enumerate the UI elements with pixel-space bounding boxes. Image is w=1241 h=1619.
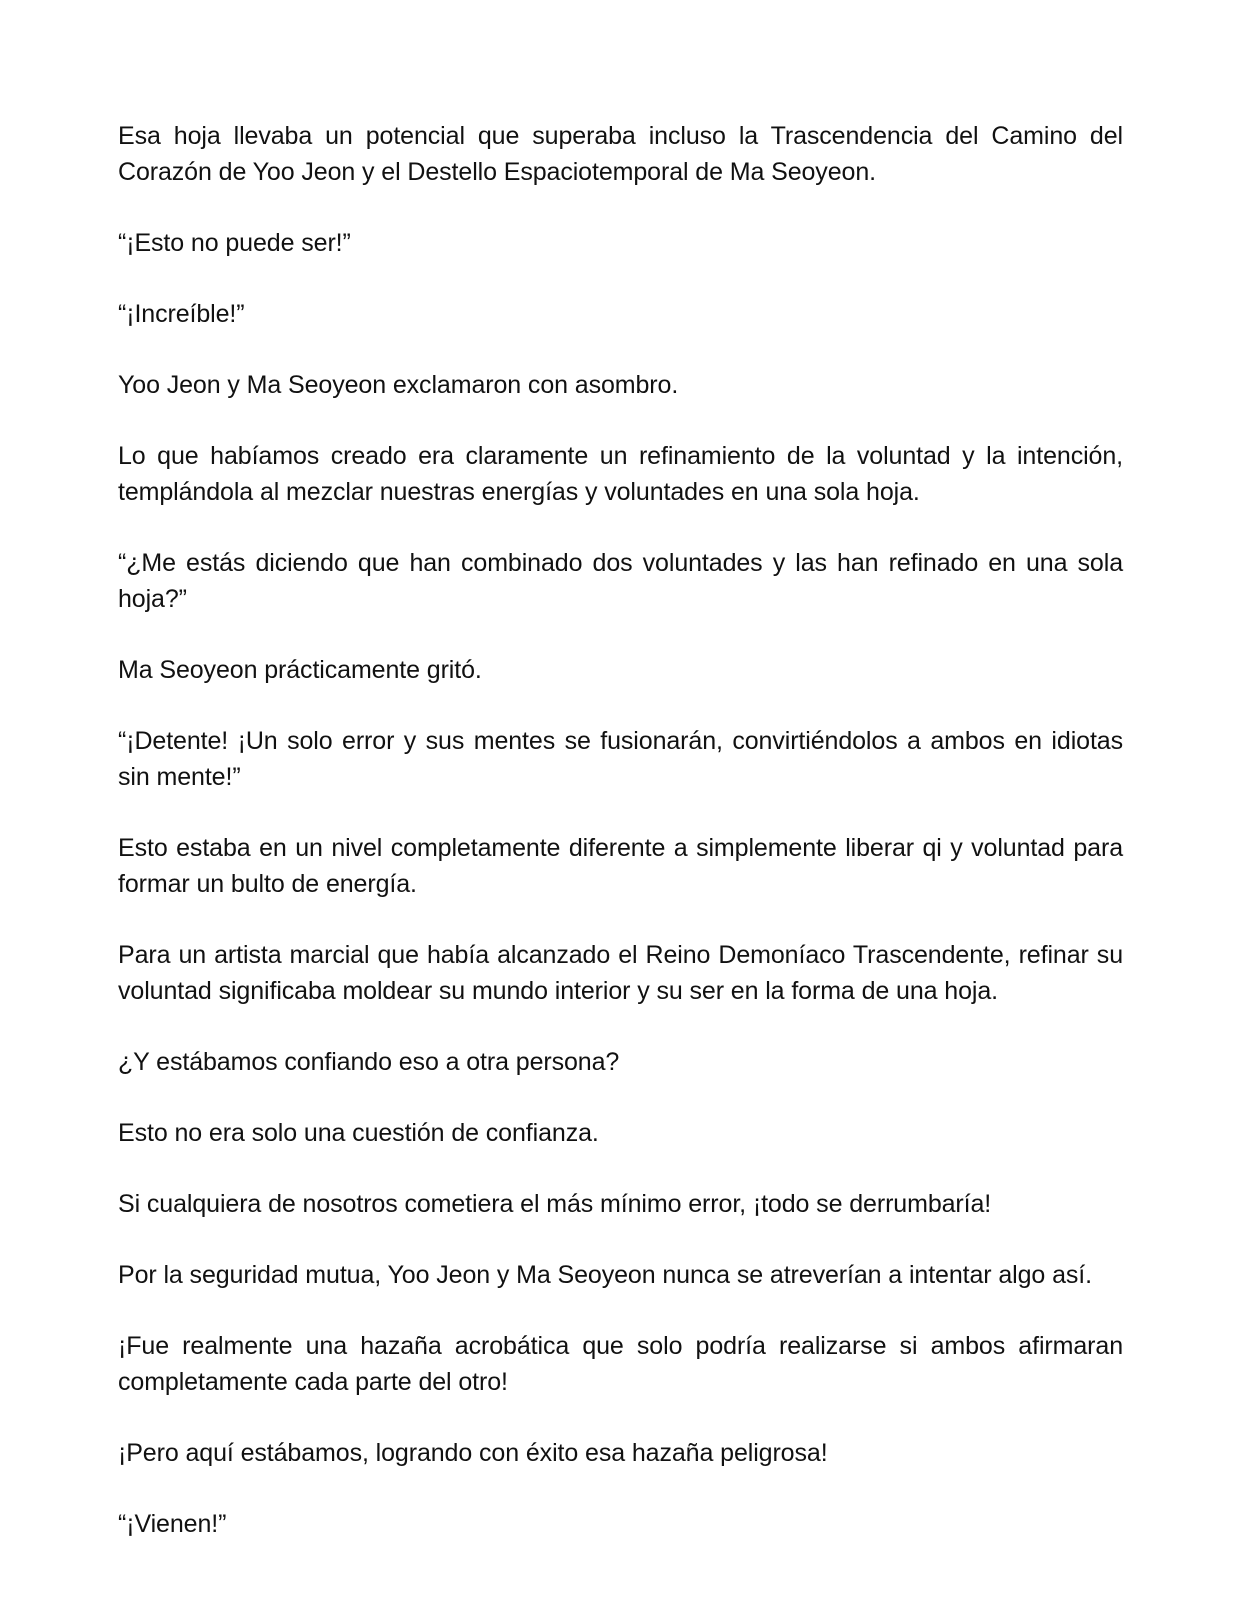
paragraph: Esa hoja llevaba un potencial que superaba incluso la Trascendencia del Camino del Corazón de Yoo Jeon y el Destello Espaciotemporal de Ma Seoyeon. (118, 122, 1123, 186)
paragraph: Lo que habíamos creado era claramente un refinamiento de la voluntad y la intención, templándola al mezclar nuestras energías y voluntades en una sola hoja. (118, 442, 1123, 506)
paragraph: Ma Seoyeon prácticamente gritó. (118, 656, 482, 684)
paragraph: ¡Pero aquí estábamos, logrando con éxito esa hazaña peligrosa! (118, 1439, 828, 1467)
paragraph: Si cualquiera de nosotros cometiera el más mínimo error, ¡todo se derrumbaría! (118, 1190, 992, 1218)
paragraph: Esto estaba en un nivel completamente diferente a simplemente liberar qi y voluntad para formar un bulto de energía. (118, 834, 1123, 898)
paragraph: ¡Fue realmente una hazaña acrobática que solo podría realizarse si ambos afirmaran completamente cada parte del otro! (118, 1332, 1123, 1396)
paragraph: Yoo Jeon y Ma Seoyeon exclamaron con asombro. (118, 371, 679, 399)
paragraph: “¡Esto no puede ser!” (118, 229, 351, 257)
paragraph: Esto no era solo una cuestión de confianza. (118, 1119, 599, 1147)
paragraph: “¡Vienen!” (118, 1510, 227, 1538)
paragraph: ¿Y estábamos confiando eso a otra persona? (118, 1048, 620, 1076)
paragraph: “¿Me estás diciendo que han combinado dos voluntades y las han refinado en una sola hoja?” (118, 549, 1123, 613)
paragraph: Por la seguridad mutua, Yoo Jeon y Ma Seoyeon nunca se atreverían a intentar algo así. (118, 1261, 1092, 1289)
paragraph: Para un artista marcial que había alcanzado el Reino Demoníaco Trascendente, refinar su voluntad significaba moldear su mundo interior y su ser en la forma de una hoja. (118, 941, 1123, 1005)
paragraph: “¡Increíble!” (118, 300, 245, 328)
paragraph: “¡Detente! ¡Un solo error y sus mentes se fusionarán, convirtiéndolos a ambos en idiotas sin mente!” (118, 727, 1123, 791)
